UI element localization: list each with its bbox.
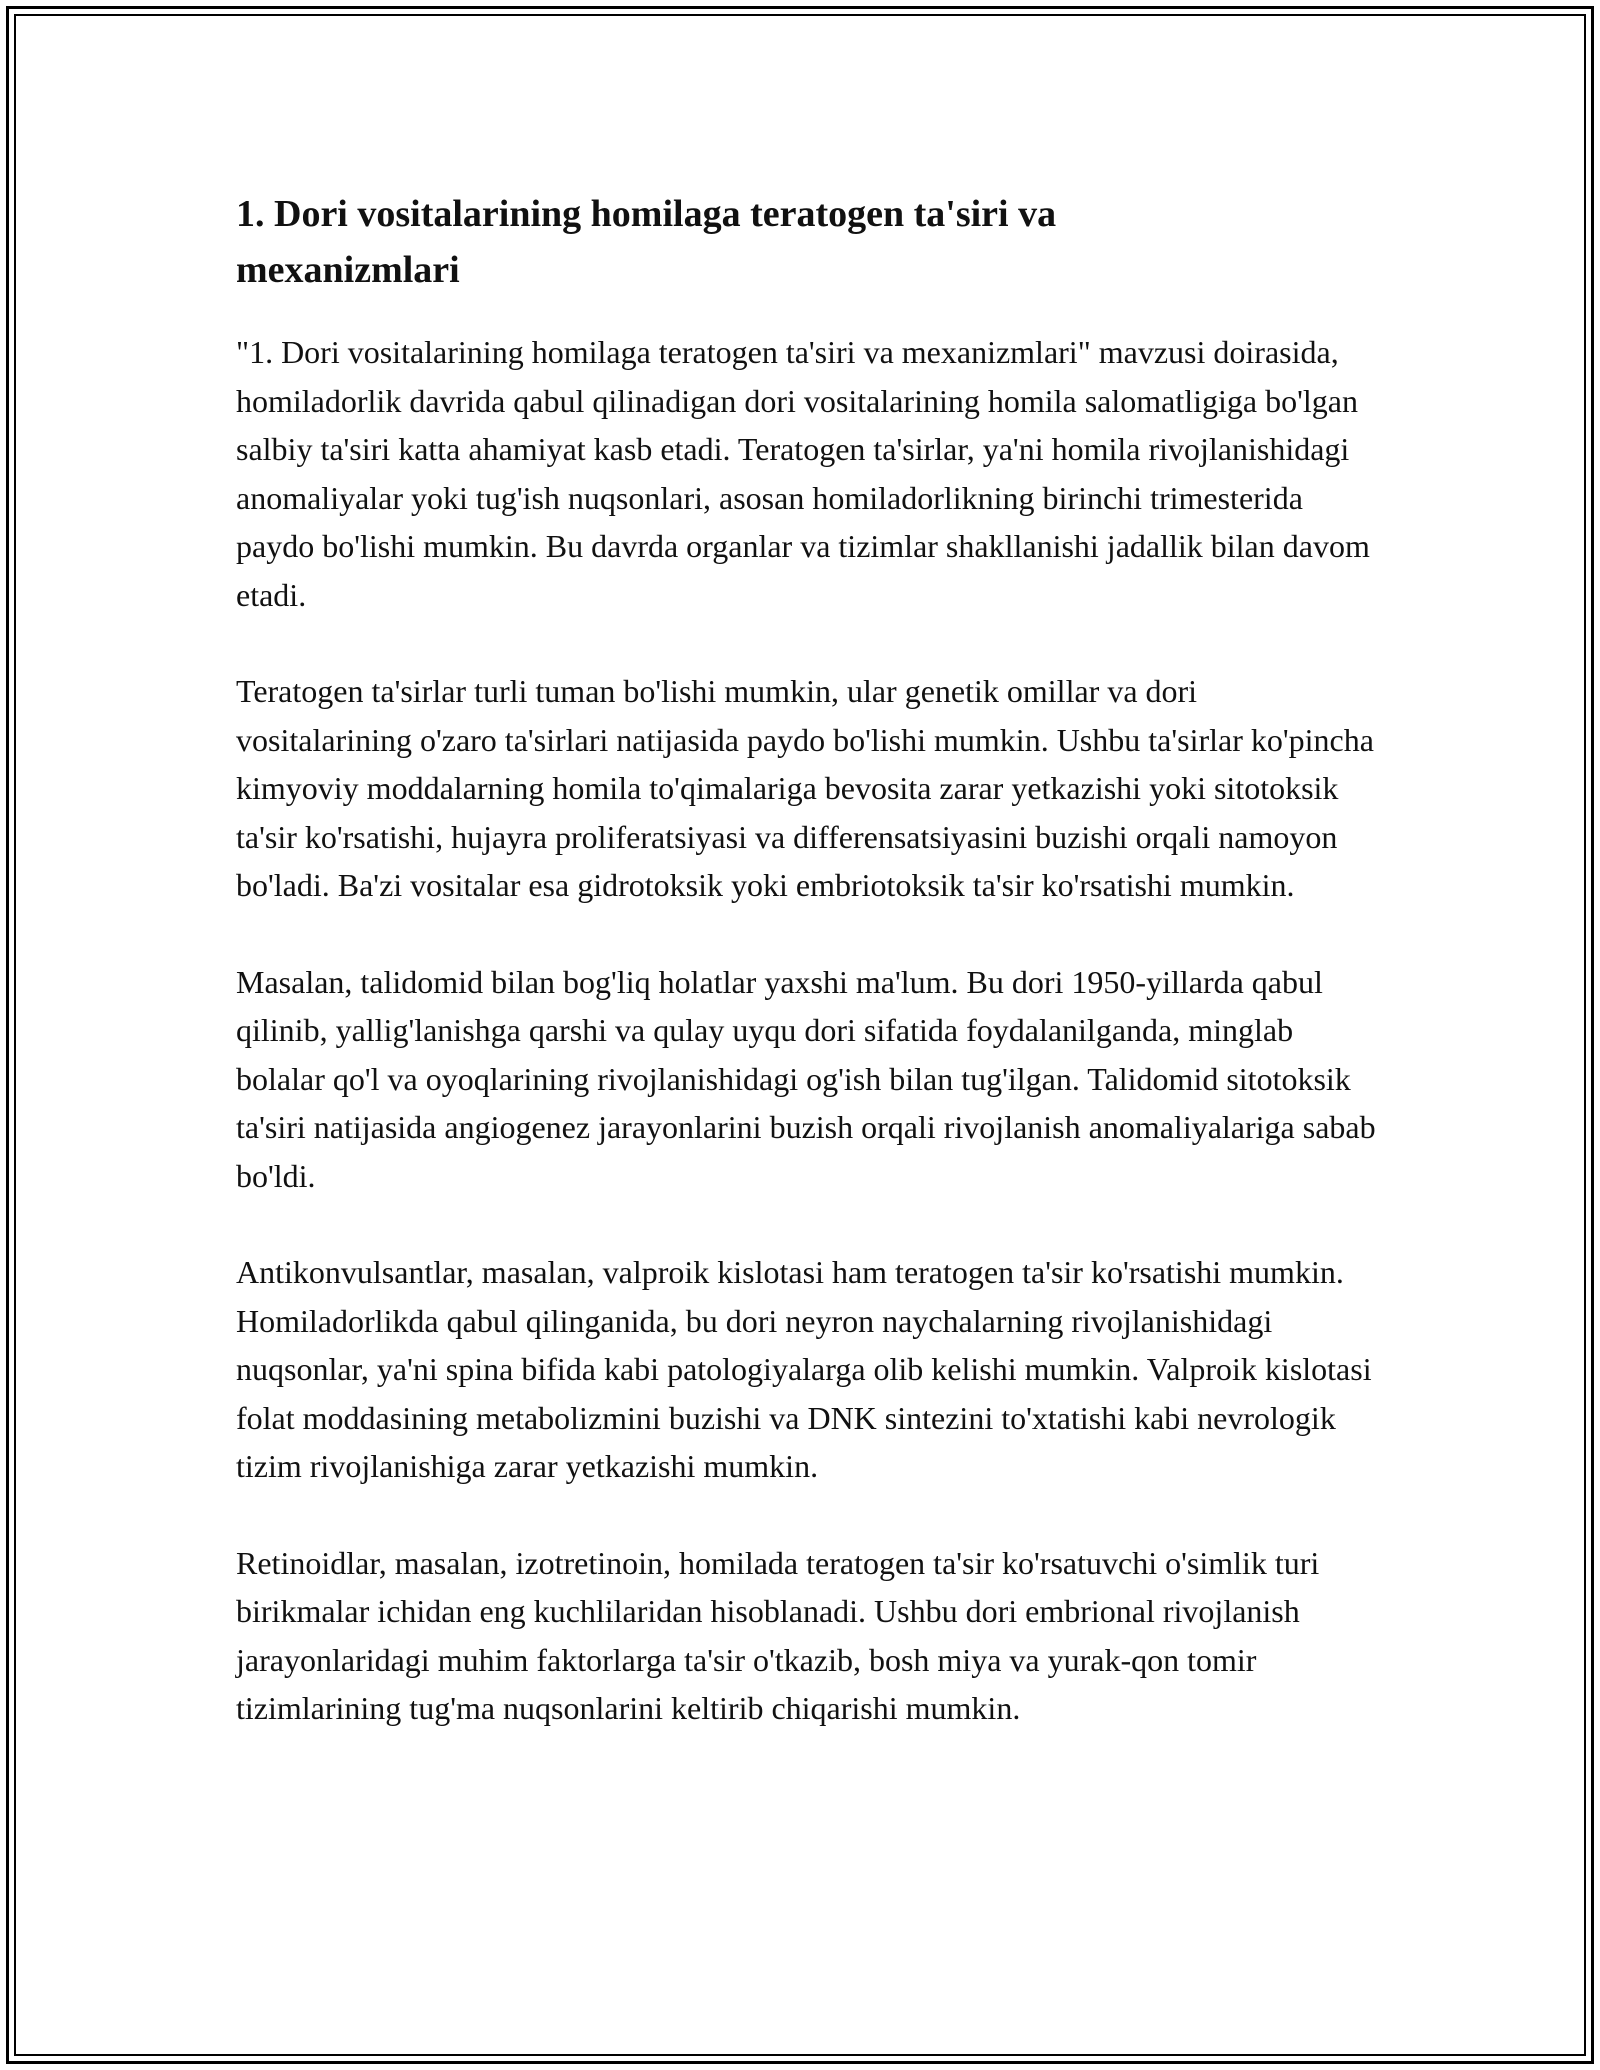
document-body <box>236 186 1376 1733</box>
paragraph-retinoids: Retinoidlar, masalan, izotretinoin, homilada teratogen ta'sir ko'rsatuvchi o'simlik turi birikmalar ichidan eng kuchlilaridan hisoblanadi. Ushbu dori embrional rivojlanish jarayonlaridagi muhim faktorlarga ta'sir o'tkazib, bosh miya va yurak-qon tomir tizimlarining tug'ma nuqsonlarini keltirib chiqarishi mumkin. <box>236 1544 1320 1726</box>
paragraph-intro: "1. Dori vositalarining homilaga teratogen ta'siri va mexanizmlari" mavzusi doirasida, homiladorlik davrida qabul qilinadigan dori vositalarining homila salomatligiga bo'lgan salbiy ta'siri katta ahamiyat kasb etadi. Teratogen ta'sirlar, ya'ni homila rivojlanishidagi anomaliyalar yoki tug'ish nuqsonlari, asosan homiladorlikning birinchi trimesterida paydo bo'lishi mumkin. Bu davrda organlar va tizimlar shakllanishi jadallik bilan davom etadi. <box>236 334 1370 613</box>
paragraph-thalidomide: Masalan, talidomid bilan bog'liq holatlar yaxshi ma'lum. Bu dori 1950-yillarda qabul qilinib, yallig'lanishga qarshi va qulay uyqu dori sifatida foydalanilganda, minglab bolalar qo'l va oyoqlarining rivojlanishidagi og'ish bilan tug'ilgan. Talidomid sitotoksik ta'siri natijasida angiogenez jarayonlarini buzish orqali rivojlanish anomaliyalariga sabab bo'ldi. <box>236 963 1376 1194</box>
paragraph-anticonvulsants: Antikonvulsantlar, masalan, valproik kislotasi ham teratogen ta'sir ko'rsatishi mumkin. Homiladorlikda qabul qilinganida, bu dori neyron naychalarning rivojlanishidagi nuqsonlar, ya'ni spina bifida kabi patologiyalarga olib kelishi mumkin. Valproik kislotasi folat moddasining metabolizmini buzishi va DNK sintezini to'xtatishi kabi nevrologik tizim rivojlanishiga zarar yetkazishi mumkin. <box>236 1254 1372 1484</box>
document-title: 1. Dori vositalarining homilaga teratogen ta'siri va mexanizmlari <box>236 193 1057 291</box>
paragraph-teratogen-effects: Teratogen ta'sirlar turli tuman bo'lishi mumkin, ular genetik omillar va dori vositalarining o'zaro ta'sirlari natijasida paydo bo'lishi mumkin. Ushbu ta'sirlar ko'pincha kimyoviy moddalarning homila to'qimalariga bevosita zarar yetkazishi yoki sitotoksik ta'sir ko'rsatishi, hujayra proliferatsiyasi va differensatsiyasini buzishi orqali namoyon bo'ladi. Ba'zi vositalar esa gidrotoksik yoki embriotoksik ta'sir ko'rsatishi mumkin. <box>236 673 1374 903</box>
